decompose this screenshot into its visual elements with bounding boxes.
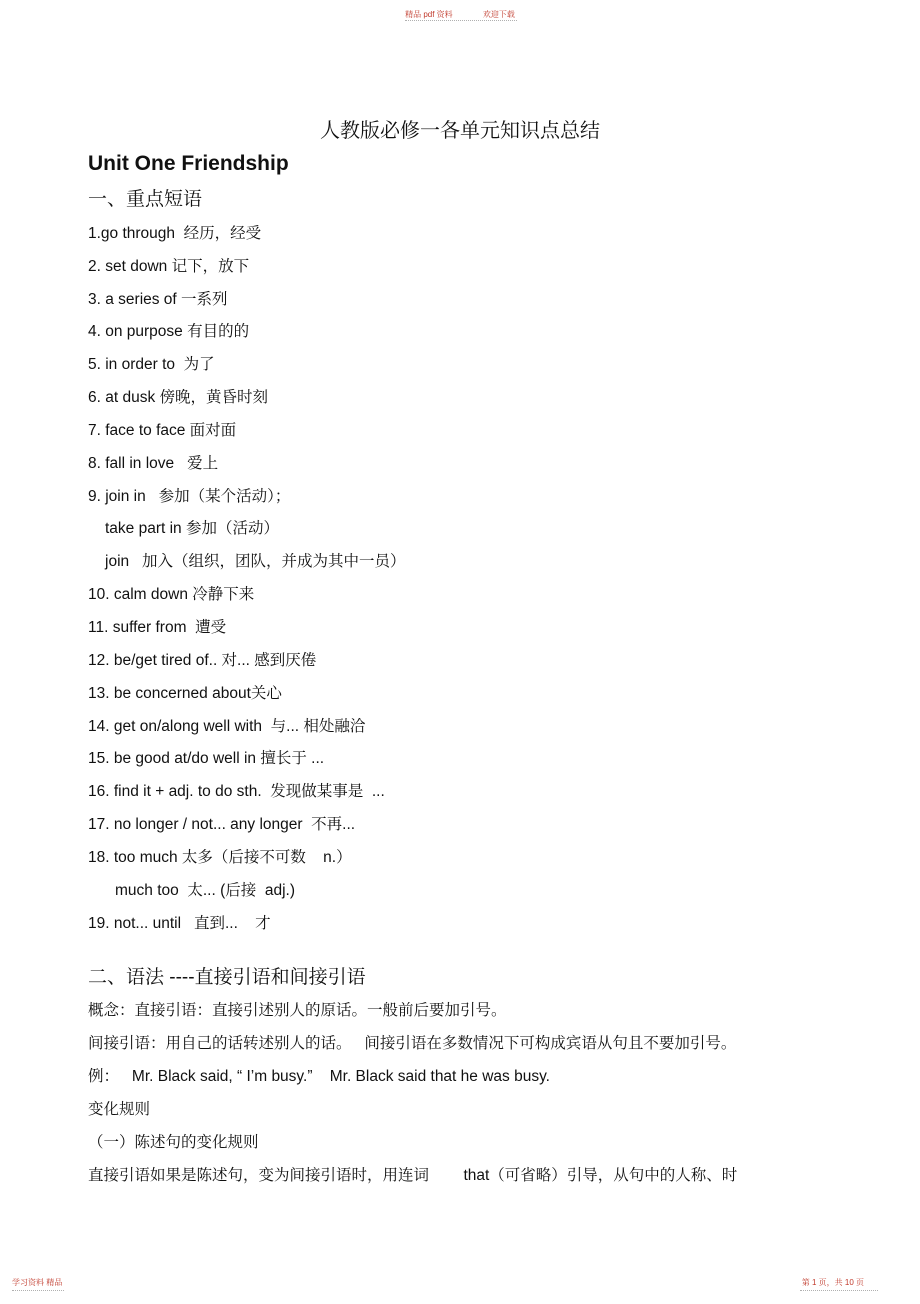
footer-left-text: 学习资料 精品 bbox=[12, 1278, 63, 1287]
phrase-item: 13. be concerned about关心 bbox=[88, 685, 282, 702]
phrase-item: 10. calm down 冷静下来 bbox=[88, 586, 255, 603]
document-title: 人教版必修一各单元知识点总结 bbox=[320, 120, 600, 142]
header-right-text: 欢迎下载 bbox=[482, 10, 515, 19]
phrase-item: 7. face to face 面对面 bbox=[88, 422, 237, 439]
phrase-item: 19. not... until 直到... 才 bbox=[88, 915, 271, 932]
phrase-item: 1.go through 经历，经受 bbox=[88, 225, 262, 242]
footer-page-number: 第 1 页，共 10 页 bbox=[801, 1278, 864, 1287]
phrase-item: 11. suffer from 遭受 bbox=[88, 619, 227, 636]
grammar-line: 变化规则 bbox=[88, 1101, 151, 1118]
grammar-line: 例： Mr. Black said, “ I’m busy.” Mr. Black said that he was busy. bbox=[88, 1068, 550, 1085]
grammar-line: 间接引语：用自己的话转述别人的话。 间接引语在多数情况下可构成宾语从句且不要加引号。 bbox=[88, 1035, 737, 1052]
section-heading-grammar: 二、语法 ----直接引语和间接引语 bbox=[88, 967, 366, 988]
section-heading-phrases: 一、重点短语 bbox=[88, 189, 203, 210]
phrase-item: join 加入（组织，团队，并成为其中一员） bbox=[105, 553, 406, 570]
phrase-item: take part in 参加（活动） bbox=[105, 520, 279, 537]
phrase-item: 5. in order to 为了 bbox=[88, 356, 215, 373]
phrase-item: 6. at dusk 傍晚，黄昏时刻 bbox=[88, 389, 269, 406]
phrase-item: 9. join in 参加（某个活动）； bbox=[88, 488, 291, 505]
footer-divider-left bbox=[12, 1290, 64, 1291]
phrase-item: 18. too much 太多（后接不可数 n.） bbox=[88, 849, 352, 866]
phrase-item: 3. a series of 一系列 bbox=[88, 291, 228, 308]
phrase-item: 17. no longer / not... any longer 不再... bbox=[88, 816, 356, 833]
grammar-line: （一）陈述句的变化规则 bbox=[88, 1134, 259, 1151]
footer-divider-right bbox=[800, 1290, 878, 1291]
phrase-item: 16. find it + adj. to do sth. 发现做某事是 ... bbox=[88, 783, 385, 800]
page-header bbox=[0, 9, 920, 20]
header-left-text: 精品 pdf 资料 bbox=[405, 10, 453, 19]
phrase-item: 15. be good at/do well in 擅长于 ... bbox=[88, 750, 325, 767]
header-divider bbox=[405, 20, 517, 21]
phrase-item: 4. on purpose 有目的的 bbox=[88, 323, 250, 340]
phrase-item: 2. set down 记下，放下 bbox=[88, 258, 250, 275]
grammar-line: 概念：直接引语：直接引述别人的原话。一般前后要加引号。 bbox=[88, 1002, 507, 1019]
phrase-item: 12. be/get tired of.. 对... 感到厌倦 bbox=[88, 652, 317, 669]
phrase-item: 14. get on/along well with 与... 相处融洽 bbox=[88, 718, 366, 735]
unit-title: Unit One Friendship bbox=[88, 152, 289, 175]
phrase-item: much too 太... (后接 adj.) bbox=[115, 882, 296, 899]
grammar-line: 直接引语如果是陈述句，变为间接引语时，用连词 that（可省略）引导，从句中的人称、时 bbox=[88, 1167, 738, 1184]
phrase-item: 8. fall in love 爱上 bbox=[88, 455, 219, 472]
